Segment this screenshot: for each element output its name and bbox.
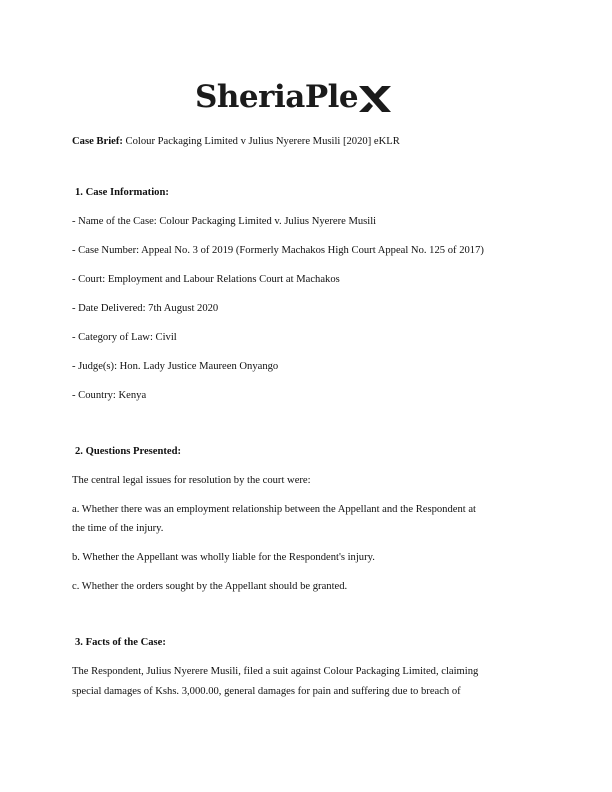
case-info-country: - Country: Kenya xyxy=(72,390,147,401)
case-info-category: - Category of Law: Civil xyxy=(72,332,177,343)
question-a-line2: the time of the injury. xyxy=(72,523,164,534)
case-brief-title: Colour Packaging Limited v Julius Nyerere Musili [2020] eKLR xyxy=(125,136,400,147)
case-info-date: - Date Delivered: 7th August 2020 xyxy=(72,303,219,314)
section-heading-case-information: 1. Case Information: xyxy=(75,187,169,198)
facts-line1: The Respondent, Julius Nyerere Musili, filed a suit against Colour Packaging Limited, claiming xyxy=(72,666,479,677)
question-b: b. Whether the Appellant was wholly liable for the Respondent's injury. xyxy=(72,552,375,563)
section-heading-questions: 2. Questions Presented: xyxy=(75,446,182,457)
case-info-court: - Court: Employment and Labour Relations Court at Machakos xyxy=(72,274,340,285)
case-info-name: - Name of the Case: Colour Packaging Limited v. Julius Nyerere Musili xyxy=(72,216,377,227)
logo-text: SheriaPle xyxy=(195,78,359,115)
sheriaplex-logo xyxy=(195,77,393,117)
question-a-line1: a. Whether there was an employment relationship between the Appellant and the Respondent at xyxy=(72,504,477,515)
section-heading-facts: 3. Facts of the Case: xyxy=(75,637,166,648)
question-c: c. Whether the orders sought by the Appellant should be granted. xyxy=(72,581,348,592)
case-brief-label: Case Brief: xyxy=(72,136,123,147)
case-info-number: - Case Number: Appeal No. 3 of 2019 (Formerly Machakos High Court Appeal No. 125 of 2017) xyxy=(72,245,484,256)
case-brief-line xyxy=(72,135,400,149)
questions-intro: The central legal issues for resolution by the court were: xyxy=(72,475,311,486)
case-info-judges: - Judge(s): Hon. Lady Justice Maureen Onyango xyxy=(72,361,279,372)
facts-line2: special damages of Kshs. 3,000.00, general damages for pain and suffering due to breach of xyxy=(72,686,461,697)
x-mark-icon xyxy=(357,84,393,114)
